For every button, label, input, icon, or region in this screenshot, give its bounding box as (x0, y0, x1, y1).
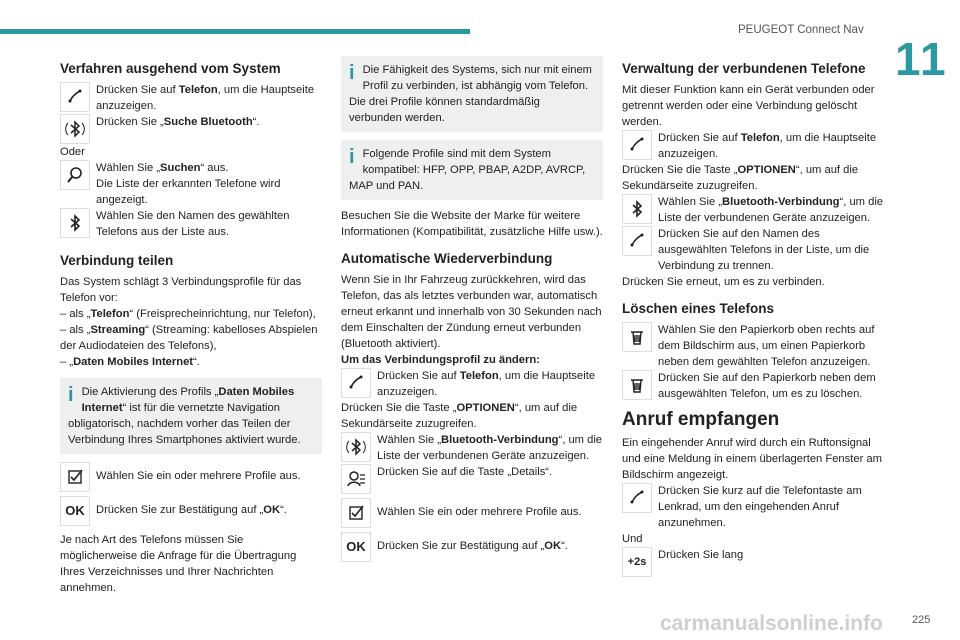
page-number: 225 (912, 614, 931, 626)
bluetooth-search-icon (60, 114, 90, 144)
phone-icon (341, 368, 371, 398)
phone-icon (60, 82, 90, 112)
heading-delete-phone: Löschen eines Telefons (622, 301, 775, 316)
step-confirm-ok: OK Drücken Sie zur Bestätigung auf „OK“. (341, 532, 603, 562)
phone-icon (622, 226, 652, 256)
bluetooth-icon (60, 208, 90, 238)
ok-icon: OK (60, 496, 90, 526)
phone-icon (622, 483, 652, 513)
step-press-telefon: Drücken Sie auf Telefon, um die Hauptseite anzuzeigen. (622, 130, 884, 162)
step-press-telefon: Drücken Sie auf Telefon, um die Hauptseite anzuzeigen. (60, 82, 322, 114)
checklist-icon (341, 498, 371, 528)
step-search: Wählen Sie „Suchen“ aus. Die Liste der erkannten Telefone wird angezeigt. (60, 160, 322, 208)
column-3: Verwaltung der verbundenen Telefone Mit dieser Funktion kann ein Gerät verbunden oder getrennt werden oder eine Verbindung gelöscht werden. Drücken Sie auf Telefon, um die Hauptseite anzuzeigen. Drücken Sie die Taste „OPTIONEN“, um auf die Sekundärseite zuzugreifen. Wählen Sie „Bluetooth-Verbindung“, um die Liste der verbundenen Geräte anzuzeigen. Drücken Sie auf den Namen des ausgewählten Telefons in der Liste, um die Verbindung zu trennen. Drücken Sie erneut, um es zu verbinden. Löschen eines Telefons Wählen Sie den Papierkorb oben rechts auf dem Bildschirm aus, um einen Papierkorb neben dem gewählten Telefon anzuzeigen. Drücken Sie auf den Papierkorb neben dem ausgewählten Telefon, um es zu löschen. Anruf empfangen Ein eingehender Anruf wird durch ein Ruftonsignal und eine Meldung in einem überlagerten Fenster am Bildschirm angezeigt. Drücken Sie kurz auf die Telefontaste am Lenkrad, um den eingehenden Anruf anzunehmen. Und +2s Drücken Sie lang (622, 56, 884, 577)
chapter-number: 11 (895, 33, 948, 85)
step-select-profiles: Wählen Sie ein oder mehrere Profile aus. (341, 498, 603, 528)
details-icon (341, 464, 371, 494)
bluetooth-icon (622, 194, 652, 224)
heading-system-procedure: Verfahren ausgehend vom System (60, 61, 281, 76)
column-2: i Die Fähigkeit des Systems, sich nur mit einem Profil zu verbinden, ist abhängig vom Telefon. Die drei Profile können standardmäßig verbunden werden. i Folgende Profile sind mit dem System kompatibel: HFP, OPP, PBAP, A2DP, AVRCP, MAP und PAN. Besuchen Sie die Website der Marke für weitere Informationen (Kompatibilität, zusätzliche Hilfe usw.). Automatische Wiederverbindung Wenn Sie in Ihr Fahrzeug zurückkehren, wird das Telefon, das als letztes verbunden war, automatisch erneut erkannt und innerhalb von 30 Sekunden nach dem Einschalten der Zündung erneut verbunden (Bluetooth aktiviert). Um das Verbindungsprofil zu ändern: Drücken Sie auf Telefon, um die Hauptseite anzuzeigen. Drücken Sie die Taste „OPTIONEN“, um auf die Sekundärseite zuzugreifen. Wählen Sie „Bluetooth-Verbindung“, um die Liste der verbundenen Geräte anzuzeigen. Drücken Sie auf die Taste „Details“. Wählen Sie ein oder mehrere Profile aus. OK Drücken Sie zur Bestätigung auf „OK“. (341, 56, 603, 562)
trash-icon (622, 322, 652, 352)
watermark: carmanualsonline.info (660, 612, 883, 635)
oder-text: Oder (60, 146, 85, 158)
info-box-compatible-profiles: i Folgende Profile sind mit dem System kompatibel: HFP, OPP, PBAP, A2DP, AVRCP, MAP und PAN. (341, 140, 603, 200)
phone-icon (622, 130, 652, 160)
header-accent-bar (0, 29, 470, 34)
checklist-icon (60, 462, 90, 492)
heading-connection-sharing: Verbindung teilen (60, 253, 174, 268)
trash-icon (622, 370, 652, 400)
step-select-profiles: Wählen Sie ein oder mehrere Profile aus. (60, 462, 322, 492)
step-accept-call: Drücken Sie kurz auf die Telefontaste am Lenkrad, um den eingehenden Anruf anzunehmen. (622, 483, 884, 531)
step-long-press: +2s Drücken Sie lang (622, 547, 884, 577)
step-details: Drücken Sie auf die Taste „Details“. (341, 464, 603, 494)
heading-auto-reconnect: Automatische Wiederverbindung (341, 251, 553, 266)
step-bluetooth-connection: Wählen Sie „Bluetooth-Verbindung“, um die Liste der verbundenen Geräte anzuzeigen. (341, 432, 603, 464)
step-disconnect-phone: Drücken Sie auf den Namen des ausgewählten Telefons in der Liste, um die Verbindung zu trennen. (622, 226, 884, 274)
step-select-trash: Wählen Sie den Papierkorb oben rechts auf dem Bildschirm aus, um einen Papierkorb neben dem gewählten Telefon anzuzeigen. (622, 322, 884, 370)
step-press-trash: Drücken Sie auf den Papierkorb neben dem ausgewählten Telefon, um es zu löschen. (622, 370, 884, 402)
bluetooth-search-icon (341, 432, 371, 462)
step-press-telefon: Drücken Sie auf Telefon, um die Hauptseite anzuzeigen. (341, 368, 603, 400)
ok-icon: OK (341, 532, 371, 562)
step-bluetooth-connection: Wählen Sie „Bluetooth-Verbindung“, um die Liste der verbundenen Geräte anzuzeigen. (622, 194, 884, 226)
info-icon: i (349, 62, 355, 84)
info-box-profiles: i Die Fähigkeit des Systems, sich nur mit einem Profil zu verbinden, ist abhängig vom Telefon. Die drei Profile können standardmäßig verbunden werden. (341, 56, 603, 132)
info-icon: i (349, 146, 355, 168)
info-icon: i (68, 384, 74, 406)
step-select-phone: Wählen Sie den Namen des gewählten Telefons aus der Liste aus. (60, 208, 322, 240)
info-box-mobile-data: i Die Aktivierung des Profils „Daten Mobiles Internet“ ist für die vernetzte Navigation obligatorisch, nachdem vorher das Teilen der Verbindung Ihres Smartphones aktiviert wurde. (60, 378, 322, 454)
column-1: Verfahren ausgehend vom System Drücken Sie auf Telefon, um die Hauptseite anzuzeigen. Drücken Sie „Suche Bluetooth“. Oder Wählen Sie „Suchen“ aus. Die Liste der erkannten Telefone wird angezeigt. Wählen Sie den Namen des gewählten Telefons aus der Liste aus. Verbindung teilen Das System schlägt 3 Verbindungsprofile für das Telefon vor: – als „Telefon“ (Freisprecheinrichtung, nur Telefon), – als „Streaming“ (Streaming: kabelloses Abspielen der Audiodateien des Telefons), – „Daten Mobiles Internet“. i Die Aktivierung des Profils „Daten Mobiles Internet“ ist für die vernetzte Navigation obligatorisch, nachdem vorher das Teilen der Verbindung Ihres Smartphones aktiviert wurde. Wählen Sie ein oder mehrere Profile aus. OK Drücken Sie zur Bestätigung auf „OK“. Je nach Art des Telefons müssen Sie möglicherweise die Anfrage für die Übertragung Ihres Verzeichnisses und Ihrer Nachrichten annehmen. (60, 56, 322, 596)
heading-receive-call: Anruf empfangen (622, 409, 780, 430)
step-confirm-ok: OK Drücken Sie zur Bestätigung auf „OK“. (60, 496, 322, 526)
step-search-bluetooth: Drücken Sie „Suche Bluetooth“. (60, 114, 322, 144)
heading-manage-phones: Verwaltung der verbundenen Telefone (622, 61, 866, 76)
page-header-title: PEUGEOT Connect Nav (738, 24, 864, 36)
magnifier-icon (60, 160, 90, 190)
long-press-icon: +2s (622, 547, 652, 577)
